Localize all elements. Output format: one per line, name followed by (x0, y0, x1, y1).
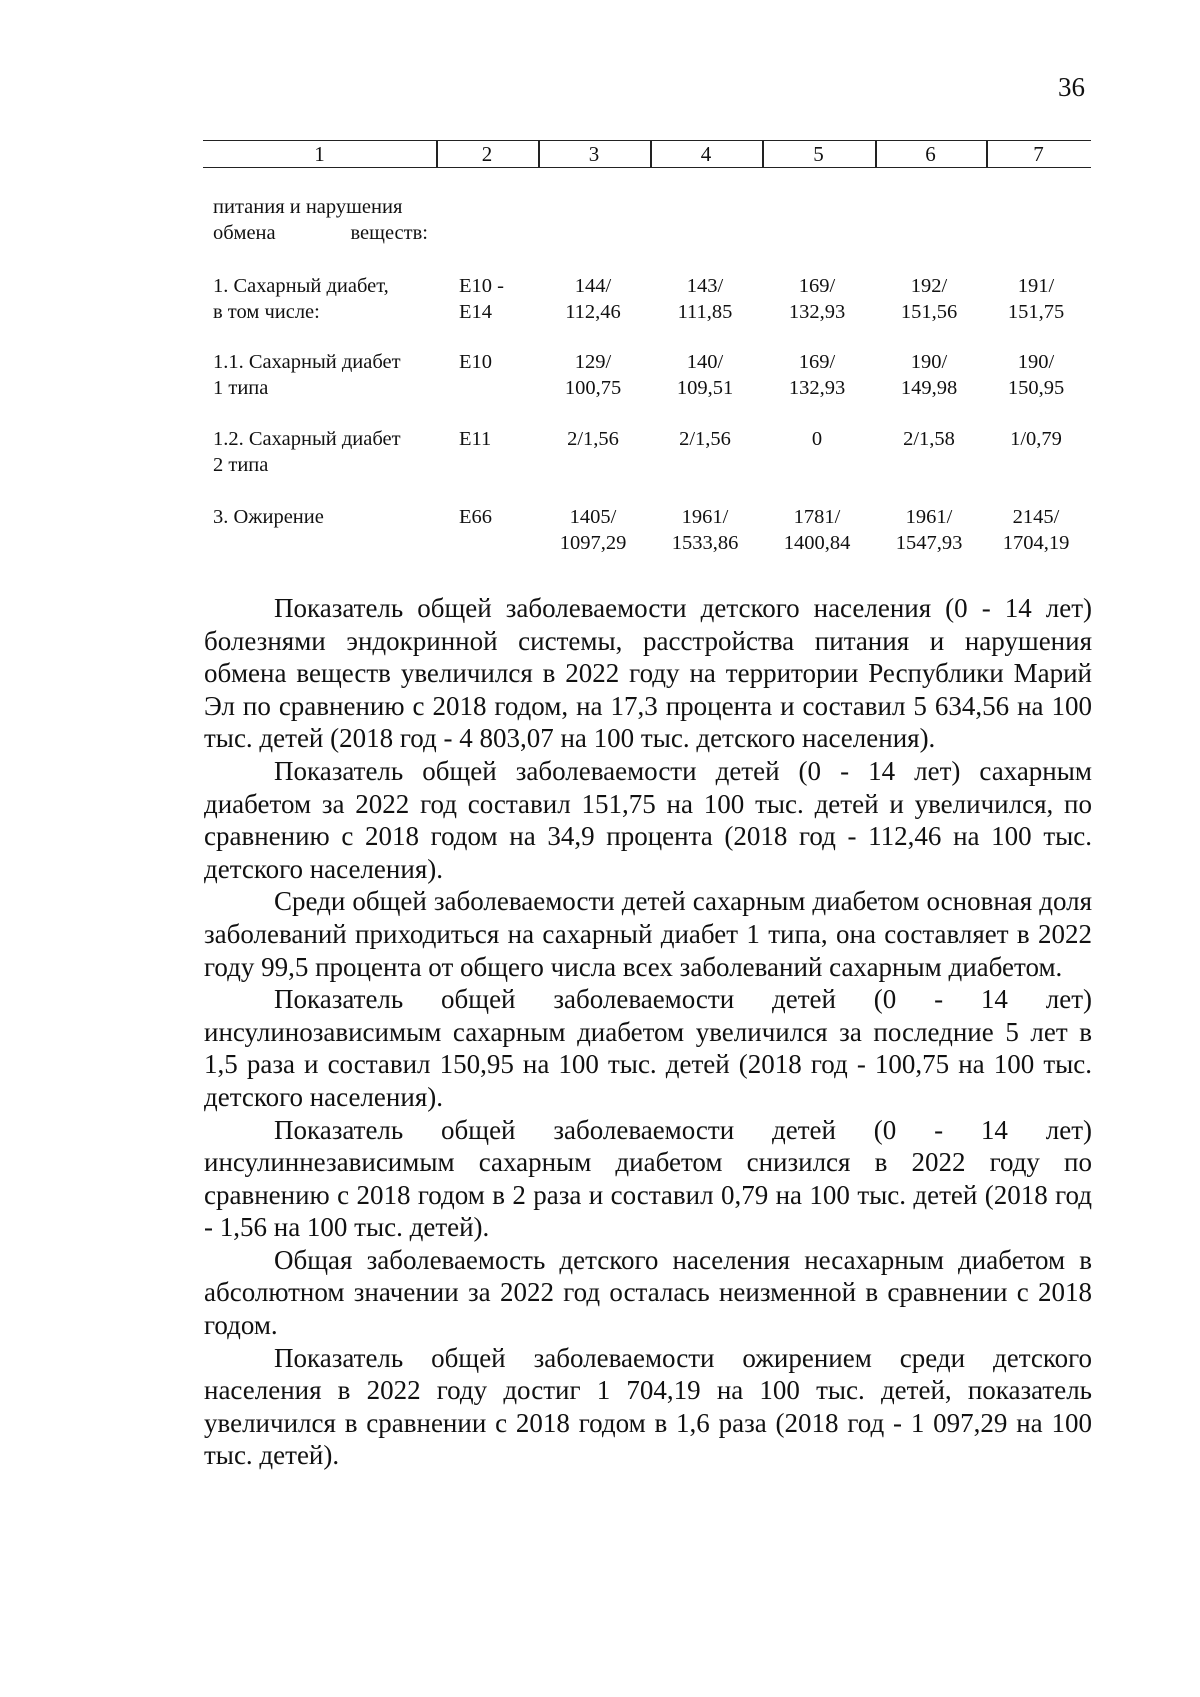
table-cell (981, 504, 1091, 556)
cell-line: 1405/ (569, 506, 617, 528)
table-cell (650, 504, 760, 556)
paragraph: Показатель общей заболеваемости детского населения (0 - 14 лет) болезнями эндокринной системы, расстройства питания и нарушения обмена веществ увеличился в 2022 году на территории Республики Марий Эл по сравнению с 2018 годом, на 17,3 процента и составил 5 634,56 на 100 тыс. детей (2018 год - 4 803,07 на 100 тыс. детского населения). (204, 593, 1092, 754)
cell-line: 2/1,56 (567, 428, 619, 450)
column-header: 5 (813, 142, 824, 166)
row-code (459, 426, 491, 452)
row-label-line: 1.2. Сахарный диабет (213, 428, 401, 450)
code-line: Е11 (459, 428, 492, 450)
cell-line: 1547,93 (895, 532, 963, 554)
cell-line: 1533,86 (671, 532, 739, 554)
row-label-line: 1.1. Сахарный диабет (213, 351, 401, 373)
cell-line: 151,56 (900, 301, 958, 323)
table-cell (981, 426, 1091, 452)
cell-line: 1781/ (793, 506, 841, 528)
table-intro-label (213, 194, 428, 246)
table-cell (874, 504, 984, 556)
cell-line: 150,95 (1007, 377, 1065, 399)
cell-line: 143/ (686, 275, 724, 297)
cell-line: 132,93 (788, 301, 846, 323)
table-cell (538, 426, 648, 452)
cell-line: 190/ (910, 351, 948, 373)
cell-line: 1097,29 (559, 532, 627, 554)
table-cell (538, 349, 648, 401)
table-cell (762, 426, 872, 452)
table-cell (762, 273, 872, 325)
row-label-line: 2 типа (213, 454, 269, 476)
table-cell (874, 349, 984, 401)
cell-line: 2/1,56 (679, 428, 731, 450)
paragraph: Показатель общей заболеваемости детей (0 - 14 лет) инсулиннезависимым сахарным диабетом снизился в 2022 году по сравнению с 2018 годом в 2 раза и составил 0,79 на 100 тыс. детей (2018 год - 1,56 на 100 тыс. детей). (204, 1114, 1092, 1243)
table-row-label (213, 349, 428, 401)
cell-line: 151,75 (1007, 301, 1065, 323)
paragraph: Показатель общей заболеваемости ожирением среди детского населения в 2022 году достиг 1 704,19 на 100 тыс. детей, показатель увеличился в сравнении с 2018 годом в 1,6 раза (2018 год - 1 097,29 на 100 тыс. детей). (204, 1342, 1092, 1471)
table-cell (981, 349, 1091, 401)
table-cell (981, 273, 1091, 325)
column-header: 2 (481, 142, 493, 166)
table-row-label (213, 273, 428, 325)
column-header: 6 (925, 142, 936, 166)
cell-line: 169/ (798, 275, 836, 297)
body-text (204, 592, 1092, 1472)
cell-line: 2145/ (1012, 506, 1060, 528)
table-cell (538, 273, 648, 325)
table-row-label (213, 504, 428, 530)
column-header: 7 (1033, 142, 1044, 166)
cell-line: 129/ (574, 351, 612, 373)
cell-line: 1/0,79 (1010, 428, 1062, 450)
table-cell (874, 426, 984, 452)
intro-word: веществ: (350, 222, 428, 244)
cell-line: 1704,19 (1002, 532, 1070, 554)
paragraph: Показатель общей заболеваемости детей (0 - 14 лет) инсулинозависимым сахарным диабетом увеличился за последние 5 лет в 1,5 раза и составил 150,95 на 100 тыс. детей (2018 год - 100,75 на 100 тыс. детского населения). (204, 984, 1092, 1112)
table-cell (762, 349, 872, 401)
row-code (459, 273, 504, 325)
table-row-label (213, 426, 428, 478)
paragraph: Показатель общей заболеваемости детей (0 - 14 лет) сахарным диабетом за 2022 год составил 151,75 на 100 тыс. детей и увеличился, по сравнению с 2018 годом на 34,9 процента (2018 год - 112,46 на 100 тыс. детского населения). (204, 755, 1092, 884)
cell-line: 1961/ (681, 506, 729, 528)
row-label-line: 1 типа (213, 377, 269, 399)
code-line: Е10 (459, 351, 493, 373)
row-label-line: в том числе: (213, 301, 320, 323)
cell-line: 0 (811, 428, 823, 450)
cell-line: 140/ (686, 351, 724, 373)
row-label-line: 3. Ожирение (213, 506, 324, 528)
code-line: Е14 (459, 301, 493, 323)
table-cell (650, 349, 760, 401)
cell-line: 190/ (1017, 351, 1055, 373)
page-number: 36 (1058, 72, 1085, 102)
column-header: 4 (700, 142, 712, 166)
intro-line-2 (213, 220, 428, 246)
table-cell (650, 273, 760, 325)
cell-line: 112,46 (565, 301, 621, 323)
cell-line: 109,51 (676, 377, 734, 399)
row-code (459, 349, 492, 375)
cell-line: 169/ (798, 351, 836, 373)
intro-line: питания и нарушения (213, 196, 403, 218)
table-cell (650, 426, 760, 452)
cell-line: 144/ (574, 275, 612, 297)
table-header (203, 140, 1091, 168)
cell-line: 132,93 (788, 377, 846, 399)
cell-line: 191/ (1017, 275, 1055, 297)
paragraph: Общая заболеваемость детского населения несахарным диабетом в абсолютном значении за 2022 год осталась неизменной в сравнении с 2018 годом. (204, 1244, 1092, 1341)
cell-line: 2/1,58 (903, 428, 955, 450)
column-header: 1 (314, 142, 325, 166)
intro-word: обмена (213, 222, 276, 244)
row-label-line: 1. Сахарный диабет, (213, 275, 389, 297)
table-cell (874, 273, 984, 325)
code-line: Е10 - (459, 275, 504, 297)
cell-line: 100,75 (564, 377, 622, 399)
cell-line: 149,98 (900, 377, 958, 399)
table-cell (538, 504, 648, 556)
code-line: Е66 (459, 506, 493, 528)
row-code (459, 504, 492, 530)
table-cell (762, 504, 872, 556)
cell-line: 1400,84 (783, 532, 851, 554)
cell-line: 111,85 (677, 301, 733, 323)
column-header: 3 (588, 142, 600, 166)
paragraph: Среди общей заболеваемости детей сахарным диабетом основная доля заболеваний приходиться на сахарный диабет 1 типа, она составляет в 2022 году 99,5 процента от общего числа всех заболеваний сахарным диабетом. (204, 886, 1092, 982)
cell-line: 192/ (910, 275, 948, 297)
cell-line: 1961/ (905, 506, 953, 528)
